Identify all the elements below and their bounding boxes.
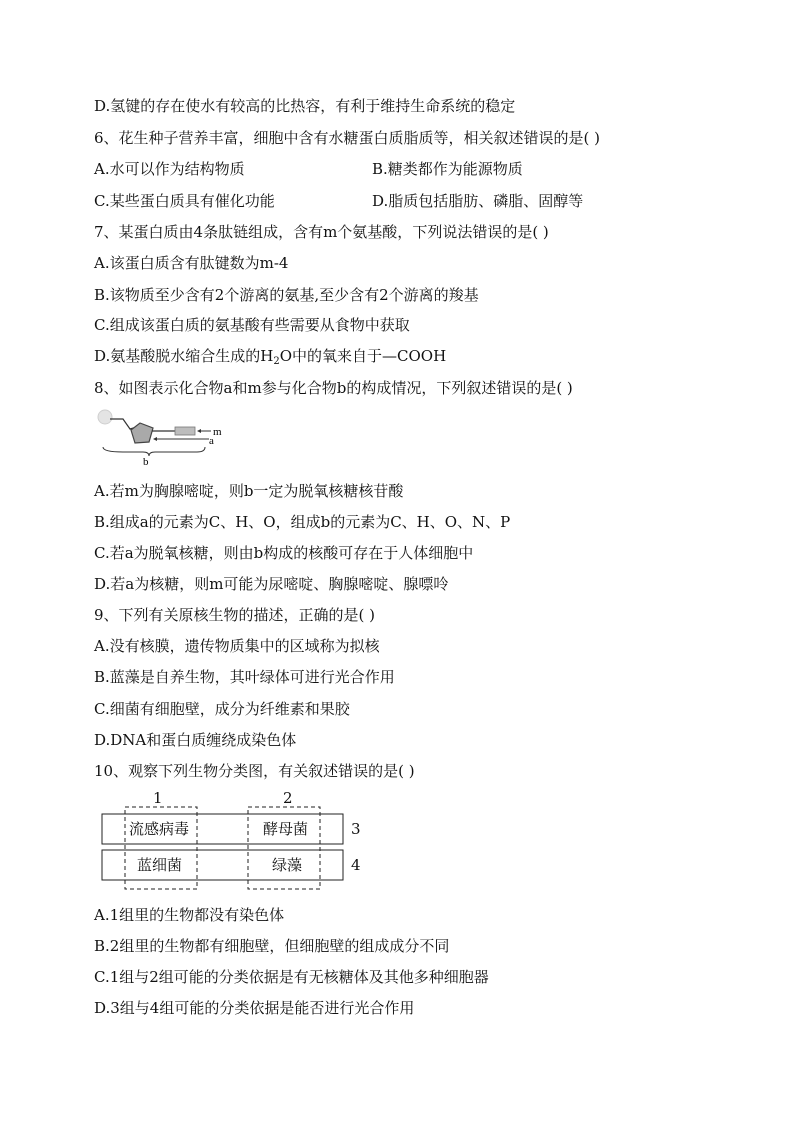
arrow-m-head <box>197 429 201 433</box>
q7-option-b: B.该物质至少含有2个游离的氨基,至少含有2个游离的羧基 <box>94 286 479 304</box>
q7-option-c: C.组成该蛋白质的氨基酸有些需要从食物中获取 <box>94 316 410 334</box>
q8-option-c: C.若a为脱氧核糖，则由b构成的核酸可存在于人体细胞中 <box>94 544 474 562</box>
label-m: m <box>213 426 222 438</box>
pentose-sugar-a <box>131 423 153 443</box>
q6-option-d: D.脂质包括脂肪、磷脂、固醇等 <box>372 192 584 210</box>
cell-influenza-virus: 流感病毒 <box>129 820 190 838</box>
q6-option-c: C.某些蛋白质具有催化功能 <box>94 192 275 210</box>
q7d-text-post: O中的氧来自于—COOH <box>279 347 447 365</box>
base-m-block <box>175 427 195 435</box>
q9-option-c: C.细菌有细胞壁，成分为纤维素和果胶 <box>94 700 350 718</box>
q8-option-b: B.组成a的元素为C、H、O，组成b的元素为C、H、O、N、P <box>94 513 511 531</box>
q8-option-a: A.若m为胸腺嘧啶，则b一定为脱氧核糖核苷酸 <box>94 482 404 500</box>
arrow-a-head <box>153 437 157 441</box>
q9-option-d: D.DNA和蛋白质缠绕成染色体 <box>94 731 297 749</box>
q8-option-d: D.若a为核糖，则m可能为尿嘧啶、胸腺嘧啶、腺嘌呤 <box>94 575 449 593</box>
question-10: 10、观察下列生物分类图，有关叙述错误的是( ) <box>94 762 415 780</box>
group-2-label: 2 <box>283 789 293 807</box>
classification-figure <box>94 788 384 892</box>
cell-green-algae: 绿藻 <box>272 856 303 874</box>
q6-option-a: A.水可以作为结构物质 <box>94 160 245 178</box>
q10-option-b: B.2组里的生物都有细胞壁，但细胞壁的组成成分不同 <box>94 937 450 955</box>
phosphate-circle <box>98 410 112 424</box>
cell-yeast: 酵母菌 <box>263 820 309 838</box>
q7d-text-pre: D.氨基酸脱水缩合生成的H <box>94 347 274 365</box>
brace-b <box>103 447 205 456</box>
cell-cyanobacteria: 蓝细菌 <box>137 856 183 874</box>
option-d-text: D.氢键的存在使水有较高的比热容，有利于维持生命系统的稳定 <box>94 97 516 115</box>
q9-option-b: B.蓝藻是自养生物，其叶绿体可进行光合作用 <box>94 668 395 686</box>
q7-option-d <box>94 346 446 366</box>
q10-option-a: A.1组里的生物都没有染色体 <box>94 906 285 924</box>
q7d-subscript: 2 <box>273 356 280 367</box>
q10-option-d: D.3组与4组可能的分类依据是能否进行光合作用 <box>94 999 415 1017</box>
group-1-label: 1 <box>153 789 163 807</box>
row-3-label: 3 <box>351 820 361 838</box>
label-a: a <box>209 435 214 447</box>
nucleotide-figure <box>97 407 237 469</box>
label-b: b <box>143 456 149 468</box>
q7-option-a: A.该蛋白质含有肽键数为m-4 <box>94 254 289 272</box>
phosphate-bond <box>110 419 137 429</box>
question-6: 6、花生种子营养丰富，细胞中含有水糖蛋白质脂质等，相关叙述错误的是( ) <box>94 129 601 147</box>
row-4-label: 4 <box>351 856 361 874</box>
q10-option-c: C.1组与2组可能的分类依据是有无核糖体及其他多种细胞器 <box>94 968 489 986</box>
question-7: 7、某蛋白质由4条肽链组成，含有m个氨基酸，下列说法错误的是( ) <box>94 223 549 241</box>
q6-option-b: B.糖类都作为能源物质 <box>372 160 523 178</box>
question-8: 8、如图表示化合物a和m参与化合物b的构成情况，下列叙述错误的是( ) <box>94 379 573 397</box>
q9-option-a: A.没有核膜，遗传物质集中的区域称为拟核 <box>94 637 380 655</box>
question-9: 9、下列有关原核生物的描述，正确的是( ) <box>94 606 376 624</box>
